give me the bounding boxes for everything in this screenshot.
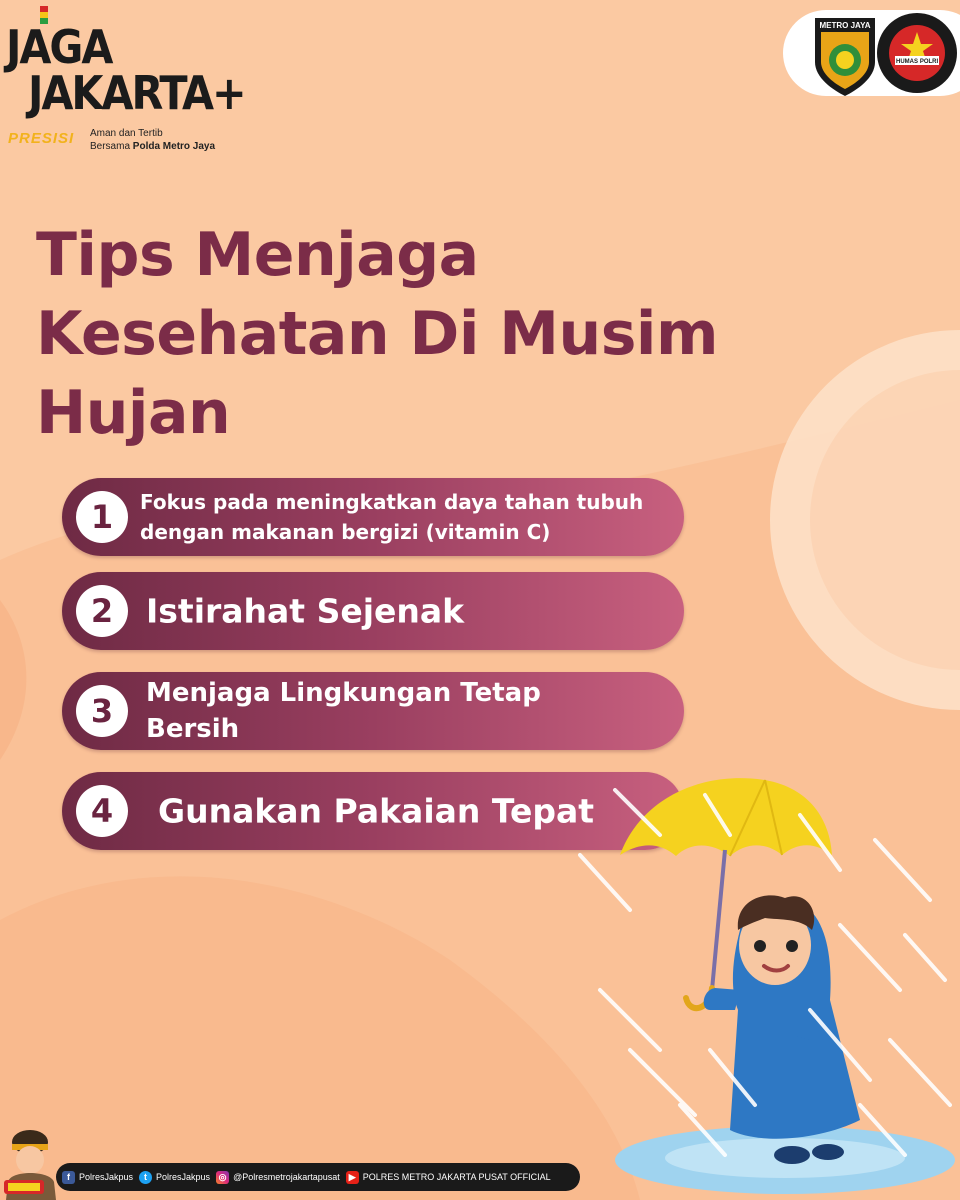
page-title: Tips Menjaga Kesehatan Di Musim Hujan: [36, 220, 718, 448]
tip-text-2: Istirahat Sejenak: [146, 591, 465, 631]
police-badges: [783, 10, 960, 96]
tagline-bold: Polda Metro Jaya: [132, 141, 216, 152]
tagline-line-1: Aman dan Tertib: [90, 128, 163, 139]
tagline-prefix: Bersama: [90, 141, 133, 152]
presisi-wordmark: PRESISI: [8, 130, 75, 147]
tip-number-3: 3: [76, 685, 128, 737]
twitter-icon: t: [139, 1171, 152, 1184]
twitter-handle: PolresJakpus: [156, 1172, 211, 1182]
instagram-icon: ◎: [216, 1171, 229, 1184]
logo-line-2: JAKARTA+: [28, 66, 245, 120]
youtube-channel: POLRES METRO JAKARTA PUSAT OFFICIAL: [362, 1172, 551, 1182]
youtube-link[interactable]: [346, 1171, 551, 1184]
police-mascot-icon: [0, 1122, 62, 1200]
tip-text-3: Menjaga Lingkungan Tetap Bersih: [146, 678, 541, 744]
tip-item-2: [62, 572, 684, 650]
social-footer-bar: [56, 1163, 580, 1191]
jaga-jakarta-logo: [6, 6, 245, 156]
twitter-link[interactable]: [139, 1171, 210, 1184]
facebook-link[interactable]: [62, 1171, 133, 1184]
metro-jaya-shield-icon: [815, 18, 875, 96]
tip-number-2: 2: [76, 585, 128, 637]
badge-emblems: [783, 10, 960, 96]
svg-text:METRO JAYA: METRO JAYA: [819, 21, 871, 30]
youtube-icon: ▶: [346, 1171, 359, 1184]
tip-number-4: 4: [76, 785, 128, 837]
humas-polri-emblem-icon: [877, 13, 957, 93]
rain-umbrella-illustration: [560, 760, 960, 1200]
tip-item-1: [62, 478, 684, 556]
logo-line-1: JAGA: [6, 20, 112, 74]
tip-text-1: Fokus pada meningkatkan daya tahan tubuh dengan makanan bergizi (vitamin C): [140, 490, 644, 544]
tip-item-3: [62, 672, 684, 750]
tip-number-1: 1: [76, 491, 128, 543]
tagline-line-2: [90, 140, 215, 153]
tip-text-4: Gunakan Pakaian Tepat: [158, 791, 595, 831]
logo-tagline: [90, 127, 215, 153]
facebook-handle: PolresJakpus: [79, 1172, 134, 1182]
svg-text:HUMAS: HUMAS: [896, 59, 918, 65]
facebook-icon: f: [62, 1171, 75, 1184]
svg-text:POLRI: POLRI: [919, 59, 939, 65]
instagram-link[interactable]: [216, 1171, 340, 1184]
person-raincoat-icon: [704, 895, 860, 1164]
instagram-handle: @Polresmetrojakartapusat: [233, 1172, 340, 1182]
